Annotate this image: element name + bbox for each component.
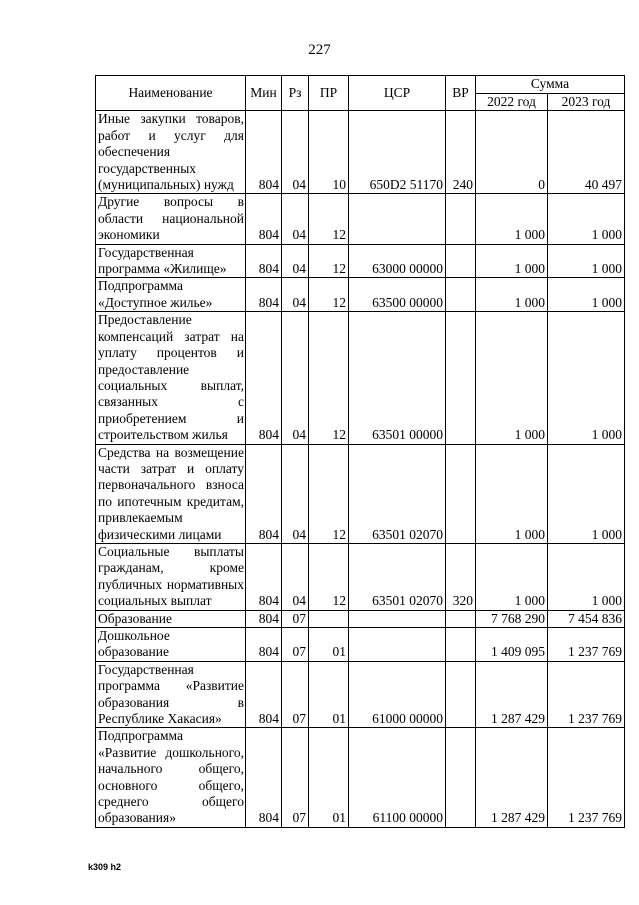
row-rz: 04 [282, 278, 309, 312]
header-pr: ПР [309, 76, 349, 111]
row-sum-2023: 1 000 [548, 444, 625, 543]
row-min: 804 [246, 312, 282, 444]
row-rz: 04 [282, 244, 309, 278]
row-vr [446, 610, 476, 627]
row-vr [446, 728, 476, 827]
row-vr [446, 278, 476, 312]
page-number: 227 [308, 42, 331, 58]
row-min: 804 [246, 194, 282, 244]
row-vr [446, 244, 476, 278]
row-rz: 07 [282, 610, 309, 627]
row-min: 804 [246, 111, 282, 194]
row-pr: 12 [309, 312, 349, 444]
table-row [96, 628, 625, 662]
row-pr: 01 [309, 728, 349, 827]
row-pr: 12 [309, 244, 349, 278]
table-row [96, 312, 625, 444]
row-min: 804 [246, 610, 282, 627]
header-year-2022: 2022 год [476, 94, 548, 111]
row-min: 804 [246, 444, 282, 543]
row-name: Иные закупки товаров, работ и услуг для обеспечения государственных (муниципальных) нужд [96, 111, 246, 194]
table-row [96, 728, 625, 827]
row-sum-2022: 1 287 429 [476, 661, 548, 728]
table-row [96, 278, 625, 312]
row-rz: 04 [282, 444, 309, 543]
table-header-row [96, 76, 625, 94]
row-sum-2023: 1 237 769 [548, 661, 625, 728]
table-row [96, 244, 625, 278]
row-min: 804 [246, 728, 282, 827]
row-vr [446, 312, 476, 444]
row-name: Другие вопросы в области национальной экономики [96, 194, 246, 244]
row-csr: 63500 00000 [349, 278, 446, 312]
header-vr: ВР [446, 76, 476, 111]
table-row [96, 444, 625, 543]
row-vr [446, 444, 476, 543]
budget-table [95, 75, 625, 828]
row-sum-2022: 1 000 [476, 444, 548, 543]
table-row [96, 111, 625, 194]
row-sum-2023: 7 454 836 [548, 610, 625, 627]
row-vr: 240 [446, 111, 476, 194]
row-name: Предоставление компенсаций затрат на уплату процентов и предоставление социальных выплат, связанных с приобретением и строительством жилья [96, 312, 246, 444]
row-sum-2022: 1 000 [476, 278, 548, 312]
table-row [96, 661, 625, 728]
row-name: Подпрограмма «Доступное жилье» [96, 278, 246, 312]
row-name: Средства на возмещение части затрат и оплату первоначального взноса по ипотечным кредитам, привлекаемым физическими лицами [96, 444, 246, 543]
table-body [96, 111, 625, 827]
row-name: Социальные выплаты гражданам, кроме публичных нормативных социальных выплат [96, 543, 246, 610]
row-sum-2022: 0 [476, 111, 548, 194]
row-csr: 61100 00000 [349, 728, 446, 827]
header-year-2023: 2023 год [548, 94, 625, 111]
row-sum-2023: 1 000 [548, 543, 625, 610]
row-csr: 63501 00000 [349, 312, 446, 444]
row-csr: 650D2 51170 [349, 111, 446, 194]
row-pr: 12 [309, 278, 349, 312]
row-sum-2023: 1 237 769 [548, 628, 625, 662]
row-rz: 04 [282, 543, 309, 610]
row-min: 804 [246, 244, 282, 278]
header-rz: Рз [282, 76, 309, 111]
row-pr: 12 [309, 194, 349, 244]
row-name: Подпрограмма «Развитие дошкольного, начального общего, основного общего, среднего общего образования» [96, 728, 246, 827]
row-csr: 63000 00000 [349, 244, 446, 278]
header-name: Наименование [96, 76, 246, 111]
row-rz: 04 [282, 312, 309, 444]
row-sum-2023: 1 000 [548, 194, 625, 244]
row-pr: 12 [309, 444, 349, 543]
row-vr: 320 [446, 543, 476, 610]
row-csr: 63501 02070 [349, 543, 446, 610]
row-rz: 07 [282, 728, 309, 827]
row-sum-2022: 1 409 095 [476, 628, 548, 662]
footer-code: k309 h2 [88, 862, 122, 872]
row-sum-2022: 1 287 429 [476, 728, 548, 827]
table-row [96, 194, 625, 244]
header-sum: Сумма [476, 76, 625, 94]
row-csr: 63501 02070 [349, 444, 446, 543]
row-min: 804 [246, 543, 282, 610]
row-csr [349, 194, 446, 244]
row-sum-2022: 1 000 [476, 244, 548, 278]
row-rz: 04 [282, 111, 309, 194]
row-pr: 12 [309, 543, 349, 610]
row-csr: 61000 00000 [349, 661, 446, 728]
row-sum-2022: 1 000 [476, 312, 548, 444]
header-csr: ЦСР [349, 76, 446, 111]
row-rz: 07 [282, 661, 309, 728]
row-rz: 07 [282, 628, 309, 662]
table-row [96, 543, 625, 610]
row-sum-2023: 1 000 [548, 278, 625, 312]
row-sum-2022: 7 768 290 [476, 610, 548, 627]
row-pr: 01 [309, 661, 349, 728]
row-sum-2023: 1 237 769 [548, 728, 625, 827]
row-pr [309, 610, 349, 627]
row-pr: 01 [309, 628, 349, 662]
row-min: 804 [246, 278, 282, 312]
row-vr [446, 661, 476, 728]
row-sum-2022: 1 000 [476, 194, 548, 244]
row-min: 804 [246, 661, 282, 728]
row-sum-2023: 1 000 [548, 312, 625, 444]
row-sum-2022: 1 000 [476, 543, 548, 610]
row-min: 804 [246, 628, 282, 662]
header-min: Мин [246, 76, 282, 111]
row-name: Образование [96, 610, 246, 627]
row-pr: 10 [309, 111, 349, 194]
row-rz: 04 [282, 194, 309, 244]
row-vr [446, 628, 476, 662]
row-csr [349, 610, 446, 627]
row-sum-2023: 1 000 [548, 244, 625, 278]
row-name: Дошкольное образование [96, 628, 246, 662]
table-row [96, 610, 625, 627]
row-vr [446, 194, 476, 244]
row-name: Государственная программа «Развитие образования в Республике Хакасия» [96, 661, 246, 728]
row-name: Государственная программа «Жилище» [96, 244, 246, 278]
row-sum-2023: 40 497 [548, 111, 625, 194]
row-csr [349, 628, 446, 662]
